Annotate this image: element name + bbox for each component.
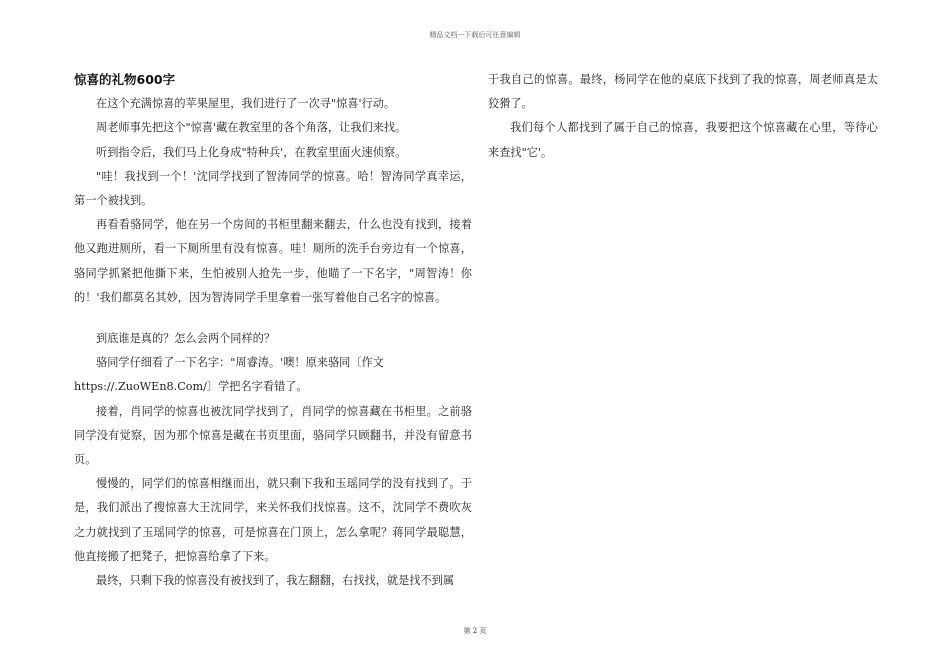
- paragraph: 到底谁是真的？怎么会两个同样的？: [96, 332, 276, 346]
- paragraph: 听到指令后，我们马上化身成"特种兵'，在教室里面火速侦察。: [96, 145, 407, 159]
- page-header: 精品文档---下载后可任意编辑: [429, 31, 521, 39]
- paragraph-gap: [74, 310, 472, 327]
- paragraph: 慢慢的，同学们的惊喜相继而出，就只剩下我和玉瑶同学的没有找到了。于是，我们派出了搜惊喜大王沈同学，来关怀我们找惊喜。这不，沈同学不费吹灰之力就找到了玉瑶同学的惊喜，可是惊喜在门顶上，怎么拿呢？蒋同学最聪慧，他直接搬了把凳子，把惊喜给拿了下来。: [74, 477, 472, 563]
- paragraph: 接着，肖同学的惊喜也被沈同学找到了，肖同学的惊喜藏在书柜里。之前骆同学没有觉察，因为那个惊喜是藏在书页里面，骆同学只顾翻书，并没有留意书页。: [74, 404, 472, 467]
- paragraph: 在这个充满惊喜的苹果屋里，我们进行了一次寻"惊喜'行动。: [96, 97, 396, 111]
- paragraph: 骆同学仔细看了一下名字："周睿涛。'噢！原来骆同〔作文: [96, 356, 384, 370]
- left-column: [74, 68, 472, 593]
- right-column: [488, 68, 878, 165]
- paragraph: 最终，只剩下我的惊喜没有被找到了，我左翻翻，右找找，就是找不到属: [96, 574, 455, 588]
- paragraph: 再看看骆同学，他在另一个房间的书柜里翻来翻去，什么也没有找到，接着他又跑进厕所，看一下厕所里有没有惊喜。哇！厕所的洗手台旁边有一个惊喜，骆同学抓紧把他撕下来，生怕被别人抢先一步，他瞄了一下名字，"周智涛！你的！'我们都莫名其妙，因为智涛同学手里拿着一张写着他自己名字的惊喜。: [74, 218, 472, 304]
- article-title: 惊喜的礼物600字: [74, 72, 176, 87]
- paragraph: "哇！我找到一个！'沈同学找到了智涛同学的惊喜。哈！智涛同学真幸运，第一个被找到。: [74, 169, 472, 208]
- paragraph: 我们每个人都找到了属于自己的惊喜，我要把这个惊喜藏在心里，等待心来查找"它'。: [488, 121, 878, 159]
- paragraph-continuation: https://.ZuoWEn8.Com/〕学把名字看错了。: [74, 380, 308, 394]
- paragraph-continuation: 于我自己的惊喜。最终，杨同学在他的桌底下找到了我的惊喜，周老师真是太狡猾了。: [488, 73, 878, 111]
- page-number: 第 2 页: [463, 627, 487, 635]
- paragraph: 周老师事先把这个"惊喜'藏在教室里的各个角落，让我们来找。: [96, 121, 407, 135]
